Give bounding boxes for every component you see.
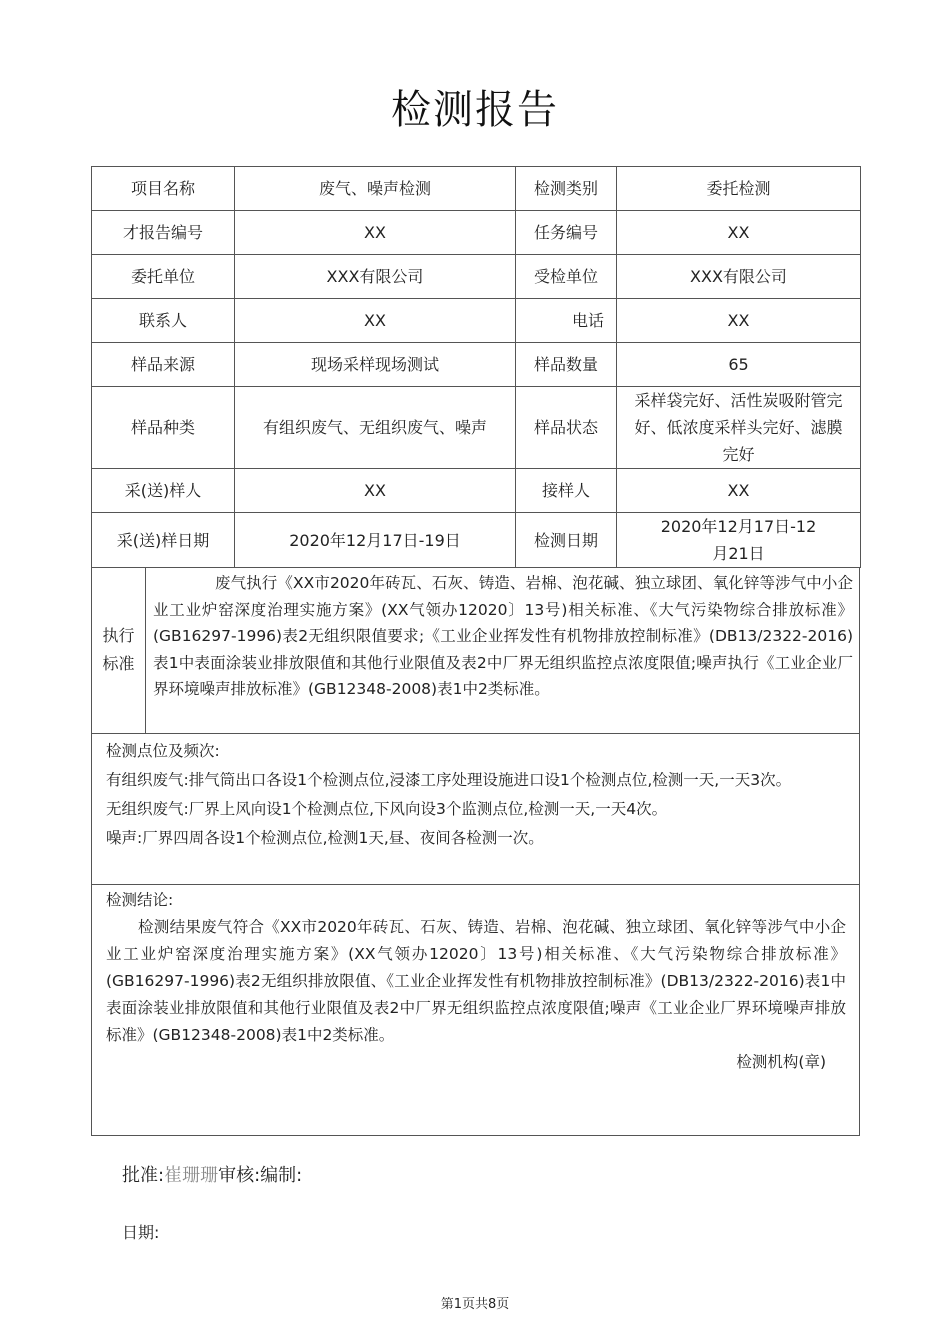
approver-name: 崔珊珊 (164, 1165, 219, 1186)
standard-text: 废气执行《XX市2020年砖瓦、石灰、铸造、岩棉、泡花碱、独立球团、氧化锌等涉气中小企业工业炉窑深度治理实施方案》(XX气领办12020〕13号)相关标准、《大气污染物综合排放标准》(GB16297-1996)表2无组织限值要求;《工业企业挥发性有机物排放控制标准》(DB13/2322-2016)表1中表面涂装业排放限值和其他行业限值及表2中厂界无组织监控点浓度限值;噪声执行《工业企业厂界环境噪声排放标准》(GB12348-2008)表1中2类标准。 (153, 574, 853, 698)
label-cell: 受检单位 (516, 255, 617, 299)
value-cell: XX (235, 299, 516, 343)
standard-label: 执行标准 (102, 626, 135, 673)
info-table (91, 166, 861, 568)
approve-label: 批准: (122, 1165, 165, 1186)
table-row (92, 167, 861, 211)
label-cell: 检测日期 (516, 513, 617, 568)
compile-label: 编制: (260, 1165, 303, 1186)
points-noise: 噪声:厂界四周各设1个检测点位,检测1天,昼、夜间各检测一次。 (106, 829, 544, 847)
points-heading: 检测点位及频次: (106, 742, 220, 760)
points-unorganized: 无组织废气:厂界上风向设1个检测点位,下风向设3个监测点位,检测一天,一天4次。 (106, 800, 668, 818)
label-cell: 检测类别 (516, 167, 617, 211)
value-cell: XX (617, 211, 861, 255)
value-cell: XX (235, 469, 516, 513)
value-cell: 废气、噪声检测 (235, 167, 516, 211)
standard-label-cell (92, 567, 146, 733)
date-label: 日期: (122, 1223, 160, 1242)
table-row (92, 343, 861, 387)
table-row (92, 387, 861, 469)
label-cell: 项目名称 (92, 167, 235, 211)
table-row (92, 469, 861, 513)
label-cell: 电话 (516, 299, 617, 343)
table-row (92, 255, 861, 299)
value-cell: 委托检测 (617, 167, 861, 211)
label-cell: 采(送)样人 (92, 469, 235, 513)
label-cell: 联系人 (92, 299, 235, 343)
label-cell: 采(送)样日期 (92, 513, 235, 568)
review-label: 审核: (218, 1165, 261, 1186)
value-cell: 采样袋完好、活性炭吸附管完好、低浓度采样头完好、滤膜完好 (617, 387, 861, 469)
label-cell: 才报告编号 (92, 211, 235, 255)
value-cell: 现场采样现场测试 (235, 343, 516, 387)
value-cell: XXX有限公司 (617, 255, 861, 299)
label-cell: 样品状态 (516, 387, 617, 469)
label-cell: 样品数量 (516, 343, 617, 387)
conclusion-text: 检测结果废气符合《XX市2020年砖瓦、石灰、铸造、岩棉、泡花碱、独立球团、氧化锌等涉气中小企业工业炉窑深度治理实施方案》(XX气领办12020〕13号)相关标准、《大气污染物综合排放标准》(GB16297-1996)表2无组织排放限值、《工业企业挥发性有机物排放控制标准》(DB13/2322-2016)表1中表面涂装业排放限值和其他行业限值及表2中厂界无组织监控点浓度限值;噪声《工业企业厂界环境噪声排放标准》(GB12348-2008)表1中2类标准。 (106, 918, 846, 1044)
value-cell: XX (235, 211, 516, 255)
conclusion-section (91, 884, 860, 1136)
value-cell: 2020年12月17日-12月21日 (617, 513, 861, 568)
table-row (92, 211, 861, 255)
value-cell: 有组织废气、无组织废气、噪声 (235, 387, 516, 469)
table-row (92, 513, 861, 568)
value-cell: XX (617, 299, 861, 343)
label-cell: 样品种类 (92, 387, 235, 469)
page-footer: 第1页共8页 (440, 1297, 510, 1312)
label-cell: 任务编号 (516, 211, 617, 255)
standard-section (91, 567, 860, 734)
signature-line (122, 1161, 302, 1187)
value-cell: 2020年12月17日-19日 (235, 513, 516, 568)
label-cell: 接样人 (516, 469, 617, 513)
table-row (92, 299, 861, 343)
value-cell: XXX有限公司 (235, 255, 516, 299)
value-cell: XX (617, 469, 861, 513)
label-cell: 委托单位 (92, 255, 235, 299)
page-title: 检测报告 (391, 87, 559, 133)
value-cell: 65 (617, 343, 861, 387)
conclusion-heading: 检测结论: (106, 891, 174, 909)
points-organized: 有组织废气:排气筒出口各设1个检测点位,浸漆工序处理设施进口设1个检测点位,检测一天,一天3次。 (106, 771, 792, 789)
conclusion-org: 检测机构(章) (736, 1053, 826, 1071)
label-cell: 样品来源 (92, 343, 235, 387)
points-section (91, 733, 860, 885)
